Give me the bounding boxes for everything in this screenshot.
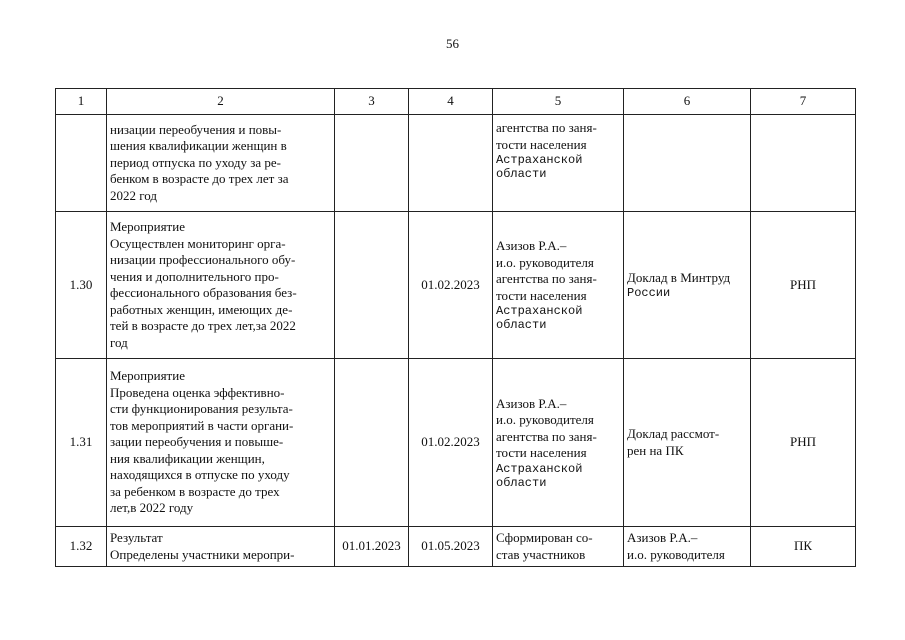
header-cell: 1 bbox=[56, 89, 107, 115]
end-date: 01.05.2023 bbox=[409, 527, 493, 567]
result-line: рен на ПК bbox=[627, 442, 684, 458]
description-line: тов мероприятий в части органи- bbox=[110, 417, 294, 433]
item-description bbox=[107, 527, 335, 567]
header-cell: 7 bbox=[751, 89, 856, 115]
description-line: 2022 год bbox=[110, 187, 157, 203]
description-title: Мероприятие bbox=[110, 219, 185, 234]
result-line: и.о. руководителя bbox=[627, 546, 725, 562]
header-cell: 6 bbox=[624, 89, 751, 115]
header-row bbox=[56, 89, 856, 115]
responsible-line: и.о. руководителя bbox=[496, 412, 594, 427]
end-date: 01.02.2023 bbox=[409, 212, 493, 359]
description-line: работных женщин, имеющих де- bbox=[110, 301, 293, 317]
result-line: Азизов Р.А.– bbox=[627, 530, 698, 545]
item-number: 1.31 bbox=[56, 359, 107, 527]
responsible bbox=[493, 212, 624, 359]
item-number bbox=[56, 115, 107, 212]
end-date: 01.02.2023 bbox=[409, 359, 493, 527]
responsible-stamp-line: Астраханской bbox=[496, 461, 583, 476]
start-date bbox=[335, 115, 409, 212]
responsible-line: агентства по заня- bbox=[496, 271, 597, 286]
description-line: лет,в 2022 году bbox=[110, 500, 194, 516]
responsible-stamp-line: Астраханской bbox=[496, 153, 583, 167]
description-title: Результат bbox=[110, 530, 163, 545]
description-line: Определены участники меропри- bbox=[110, 546, 295, 562]
page-number: 56 bbox=[446, 36, 459, 51]
item-description bbox=[107, 115, 335, 212]
responsible bbox=[493, 359, 624, 527]
header-cell: 5 bbox=[493, 89, 624, 115]
header-cell: 4 bbox=[409, 89, 493, 115]
description-line: бенком в возрасте до трех лет за bbox=[110, 171, 289, 187]
start-date: 01.01.2023 bbox=[335, 527, 409, 567]
description-line: шения квалификации женщин в bbox=[110, 138, 287, 154]
description-line: фессионального образования без- bbox=[110, 285, 297, 300]
start-date bbox=[335, 212, 409, 359]
item-description bbox=[107, 212, 335, 359]
description-line: находящихся в отпуске по уходу bbox=[110, 467, 290, 483]
result-document bbox=[624, 212, 751, 359]
responsible-stamp-line: Астраханской bbox=[496, 304, 583, 318]
description-line: тей в возрасте до трех лет,за 2022 bbox=[110, 318, 296, 333]
responsible-line: агентства по заня- bbox=[496, 120, 597, 135]
responsible-stamp-line: области bbox=[496, 318, 547, 332]
result-stamp-line: России bbox=[627, 286, 671, 301]
responsible-line: Азизов Р.А.– bbox=[496, 395, 567, 411]
header-cell: 3 bbox=[335, 89, 409, 115]
end-date bbox=[409, 115, 493, 212]
table-row bbox=[56, 115, 856, 212]
responsible-line: тости населения bbox=[496, 136, 587, 152]
description-line: низации профессионального обу- bbox=[110, 252, 296, 267]
responsible-line: тости населения bbox=[496, 287, 587, 303]
table-row bbox=[56, 212, 856, 359]
description-title: Мероприятие bbox=[110, 368, 185, 384]
responsible-stamp-line: области bbox=[496, 167, 547, 181]
item-number: 1.30 bbox=[56, 212, 107, 359]
responsible-line: Сформирован со- bbox=[496, 530, 593, 545]
result-line: Доклад в Минтруд bbox=[627, 269, 731, 285]
item-number: 1.32 bbox=[56, 527, 107, 567]
responsible-line: Азизов Р.А.– bbox=[496, 238, 567, 253]
description-line: ния квалификации женщин, bbox=[110, 450, 265, 466]
description-line: за ребенком в возрасте до трех bbox=[110, 483, 280, 499]
description-line: чения и дополнительного про- bbox=[110, 268, 279, 284]
result-document bbox=[624, 115, 751, 212]
plan-table bbox=[55, 88, 856, 567]
description-line: Осуществлен мониторинг орга- bbox=[110, 235, 286, 251]
responsible-line: агентства по заня- bbox=[496, 428, 597, 444]
responsible-line: став участников bbox=[496, 546, 586, 562]
result-document bbox=[624, 527, 751, 567]
control-level bbox=[751, 115, 856, 212]
description-line: сти функционирования результа- bbox=[110, 401, 293, 417]
description-line: зации переобучения и повыше- bbox=[110, 434, 284, 450]
result-document bbox=[624, 359, 751, 527]
responsible-line: и.о. руководителя bbox=[496, 254, 594, 270]
result-line: Доклад рассмот- bbox=[627, 426, 720, 441]
item-description bbox=[107, 359, 335, 527]
responsible-line: тости населения bbox=[496, 445, 587, 460]
responsible bbox=[493, 115, 624, 212]
header-cell: 2 bbox=[107, 89, 335, 115]
description-line: год bbox=[110, 334, 128, 350]
table-row bbox=[56, 359, 856, 527]
responsible-stamp-line: области bbox=[496, 475, 547, 490]
control-level: РНП bbox=[751, 359, 856, 527]
description-line: Проведена оценка эффективно- bbox=[110, 384, 285, 400]
description-line: низации переобучения и повы- bbox=[110, 121, 282, 137]
responsible bbox=[493, 527, 624, 567]
control-level: РНП bbox=[751, 212, 856, 359]
start-date bbox=[335, 359, 409, 527]
description-line: период отпуска по уходу за ре- bbox=[110, 154, 282, 170]
control-level: ПК bbox=[751, 527, 856, 567]
table-row bbox=[56, 527, 856, 567]
